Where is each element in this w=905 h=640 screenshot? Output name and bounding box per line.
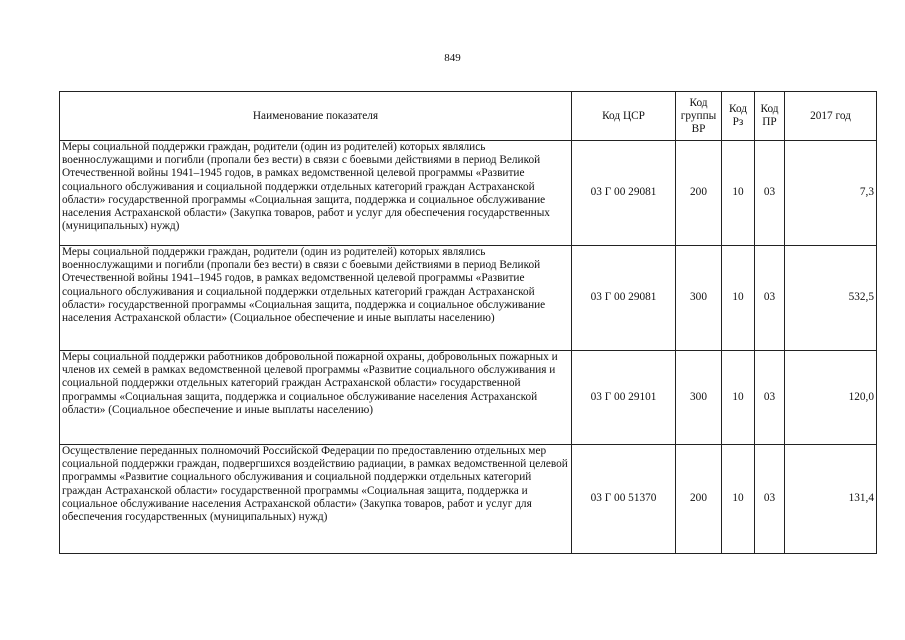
cell-vr: 300 (676, 246, 722, 351)
cell-amount: 532,5 (785, 246, 877, 351)
page-number: 849 (444, 52, 461, 64)
header-year: 2017 год (785, 92, 877, 141)
cell-name: Осуществление переданных полномочий Российской Федерации по предоставлению отдельных мер социальной поддержки граждан, подвергшихся воздействию радиации, в рамках ведомственной целевой программы «Развитие социального обслуживания и социальной поддержки отдельных категорий граждан Астраханской области» государственной программы «Социальная защита, поддержка и социальное обслуживание населения Астраханской области» (Закупка товаров, работ и услуг для обеспечения государственных (муниципальных) нужд) (60, 445, 572, 554)
table-row (60, 351, 877, 445)
cell-pr: 03 (755, 141, 785, 246)
cell-pr: 03 (755, 246, 785, 351)
cell-rz: 10 (722, 351, 755, 445)
cell-csr: 03 Г 00 29101 (572, 351, 676, 445)
header-name: Наименование показателя (60, 92, 572, 141)
table-row (60, 141, 877, 246)
cell-pr: 03 (755, 445, 785, 554)
cell-amount: 120,0 (785, 351, 877, 445)
header-pr: Код ПР (755, 92, 785, 141)
cell-vr: 300 (676, 351, 722, 445)
cell-vr: 200 (676, 445, 722, 554)
cell-name: Меры социальной поддержки граждан, родители (один из родителей) которых являлись военнослужащими и погибли (пропали без вести) в связи с боевыми действиями в период Великой Отечественной войны 1941–1945 годов, в рамках ведомственной целевой программы «Развитие социального обслуживания и социальной поддержки отдельных категорий граждан Астраханской области» государственной программы «Социальная защита, поддержка и социальное обслуживание населения Астраханской области» (Закупка товаров, работ и услуг для обеспечения государственных (муниципальных) нужд) (60, 141, 572, 246)
cell-name: Меры социальной поддержки работников добровольной пожарной охраны, добровольных пожарных и членов их семей в рамках ведомственной целевой программы «Развитие социального обслуживания и социальной поддержки отдельных категорий граждан Астраханской области» государственной программы «Социальная защита, поддержка и социальное обслуживание населения Астраханской области» (Социальное обеспечение и иные выплаты населению) (60, 351, 572, 445)
table-row (60, 445, 877, 554)
header-vr: Код группы ВР (676, 92, 722, 141)
cell-csr: 03 Г 00 51370 (572, 445, 676, 554)
cell-vr: 200 (676, 141, 722, 246)
cell-rz: 10 (722, 246, 755, 351)
cell-csr: 03 Г 00 29081 (572, 141, 676, 246)
budget-table (59, 91, 877, 554)
cell-pr: 03 (755, 351, 785, 445)
cell-name: Меры социальной поддержки граждан, родители (один из родителей) которых являлись военнослужащими и погибли (пропали без вести) в связи с боевыми действиями в период Великой Отечественной войны 1941–1945 годов, в рамках ведомственной целевой программы «Развитие социального обслуживания и социальной поддержки отдельных категорий граждан Астраханской области» государственной программы «Социальная защита, поддержка и социальное обслуживание населения Астраханской области» (Социальное обеспечение и иные выплаты населению) (60, 246, 572, 351)
cell-rz: 10 (722, 141, 755, 246)
header-rz: Код Рз (722, 92, 755, 141)
header-csr: Код ЦСР (572, 92, 676, 141)
table-header-row (60, 92, 877, 141)
cell-rz: 10 (722, 445, 755, 554)
table-row (60, 246, 877, 351)
cell-amount: 131,4 (785, 445, 877, 554)
cell-amount: 7,3 (785, 141, 877, 246)
cell-csr: 03 Г 00 29081 (572, 246, 676, 351)
